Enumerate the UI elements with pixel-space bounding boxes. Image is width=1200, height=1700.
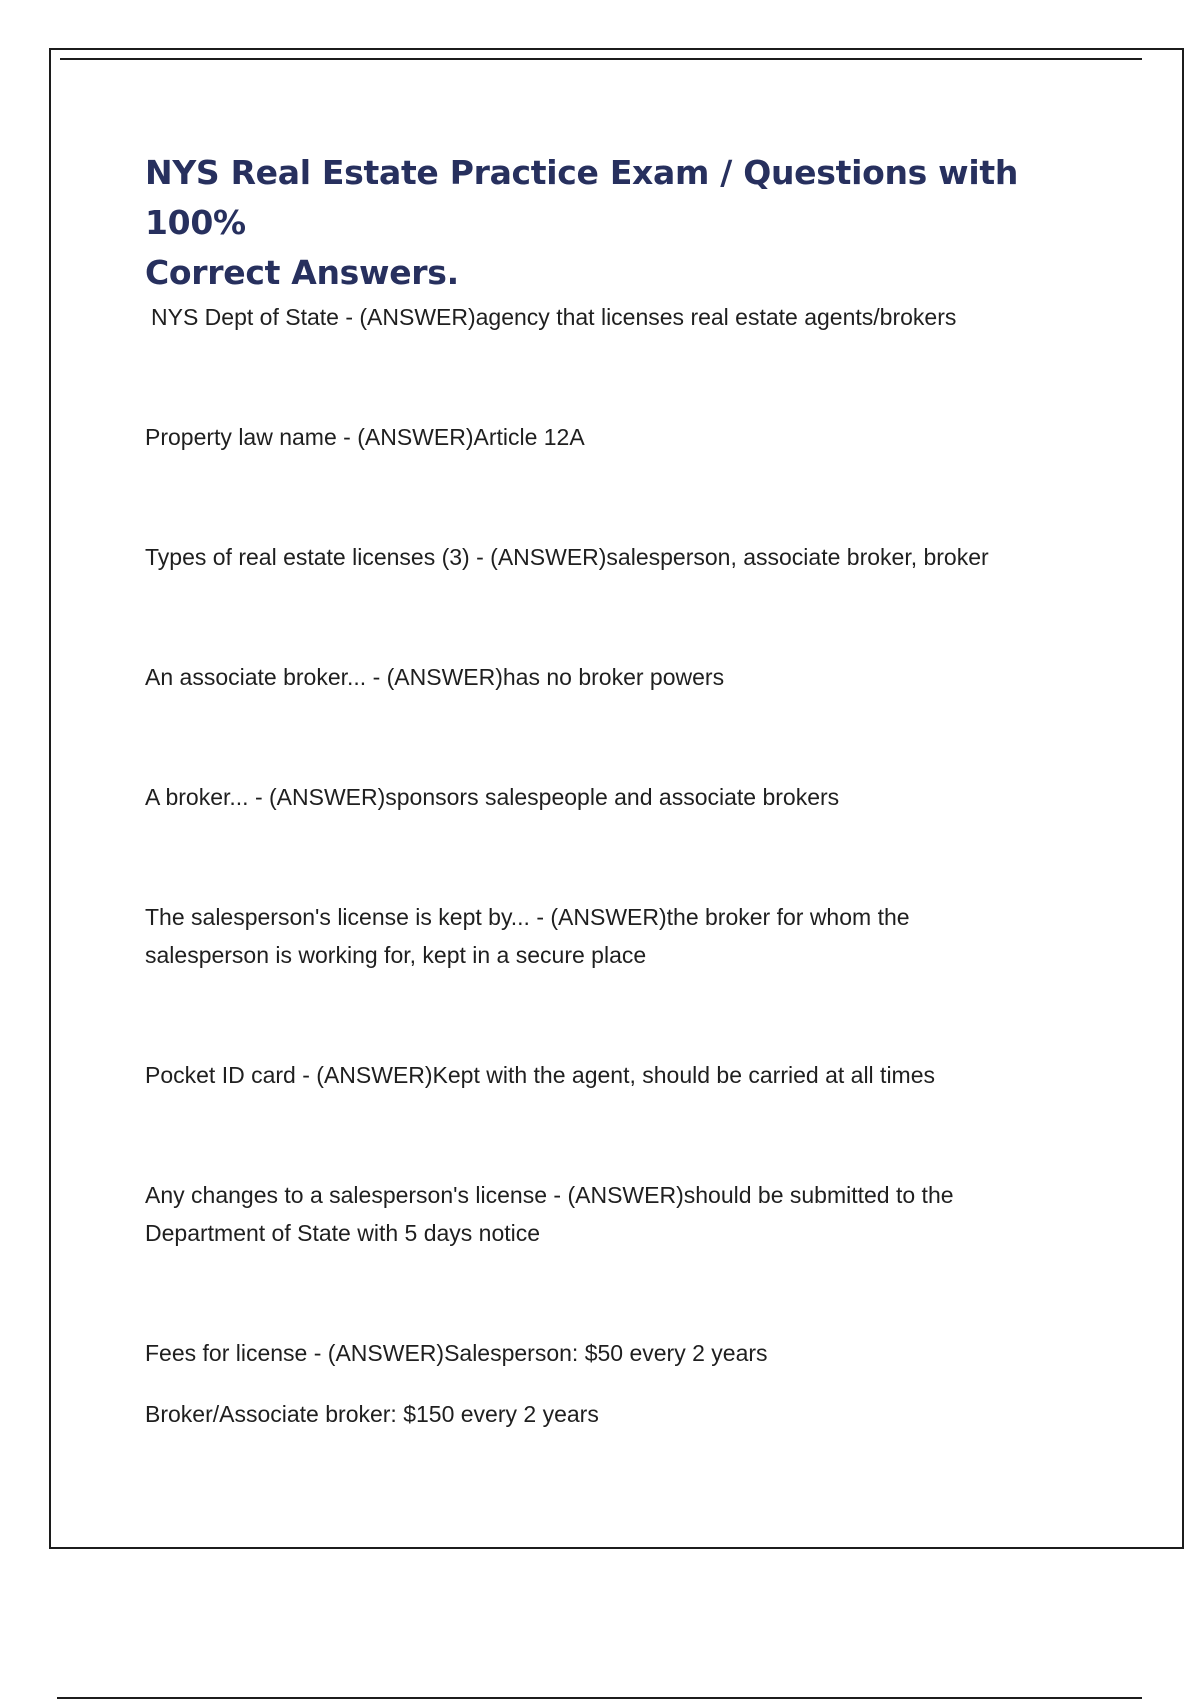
qa-answer-continued: Department of State with 5 days notice (145, 1220, 541, 1246)
qa-item (145, 418, 1105, 456)
qa-item (145, 1176, 1105, 1252)
bottom-rule (57, 1697, 1142, 1699)
qa-item (145, 538, 1105, 576)
qa-answer: (ANSWER)agency that licenses real estate agents/brokers (359, 304, 957, 330)
document-title (145, 148, 1105, 298)
qa-item (145, 898, 1105, 974)
qa-item (145, 658, 1105, 696)
qa-question: Types of real estate licenses (3) - (145, 544, 491, 570)
qa-answer: (ANSWER)Kept with the agent, should be carried at all times (316, 1062, 936, 1088)
qa-question: Pocket ID card - (145, 1062, 317, 1088)
document-content (145, 148, 1105, 1433)
qa-answer: (ANSWER)has no broker powers (386, 664, 725, 690)
qa-question: The salesperson's license is kept by... - (145, 904, 551, 930)
qa-answer: (ANSWER)sponsors salespeople and associate brokers (269, 784, 840, 810)
qa-answer: (ANSWER)should be submitted to the (567, 1182, 954, 1208)
qa-line (145, 1334, 1105, 1372)
qa-item (145, 298, 1105, 336)
qa-question: Any changes to a salesperson's license - (145, 1182, 568, 1208)
qa-item (145, 1056, 1105, 1094)
qa-item (145, 778, 1105, 816)
qa-question: NYS Dept of State - (151, 304, 360, 330)
qa-question: Fees for license - (145, 1340, 328, 1366)
qa-question: Property law name - (145, 424, 358, 450)
qa-question: A broker... - (145, 784, 269, 810)
qa-extra-line: Broker/Associate broker: $150 every 2 years (145, 1401, 599, 1427)
qa-answer: (ANSWER)Salesperson: $50 every 2 years (327, 1340, 768, 1366)
qa-answer: (ANSWER)the broker for whom the (550, 904, 910, 930)
title-line-1: NYS Real Estate Practice Exam / Questions with 100% (145, 153, 1019, 242)
qa-answer-continued: salesperson is working for, kept in a secure place (145, 942, 647, 968)
qa-line (145, 898, 1105, 936)
top-rule (60, 58, 1142, 60)
title-line-2: Correct Answers. (145, 253, 459, 292)
qa-list (145, 298, 1105, 1433)
qa-question: An associate broker... - (145, 664, 387, 690)
qa-answer: (ANSWER)salesperson, associate broker, broker (490, 544, 989, 570)
qa-answer: (ANSWER)Article 12A (357, 424, 585, 450)
qa-line (145, 1176, 1105, 1214)
qa-item (145, 1334, 1105, 1433)
